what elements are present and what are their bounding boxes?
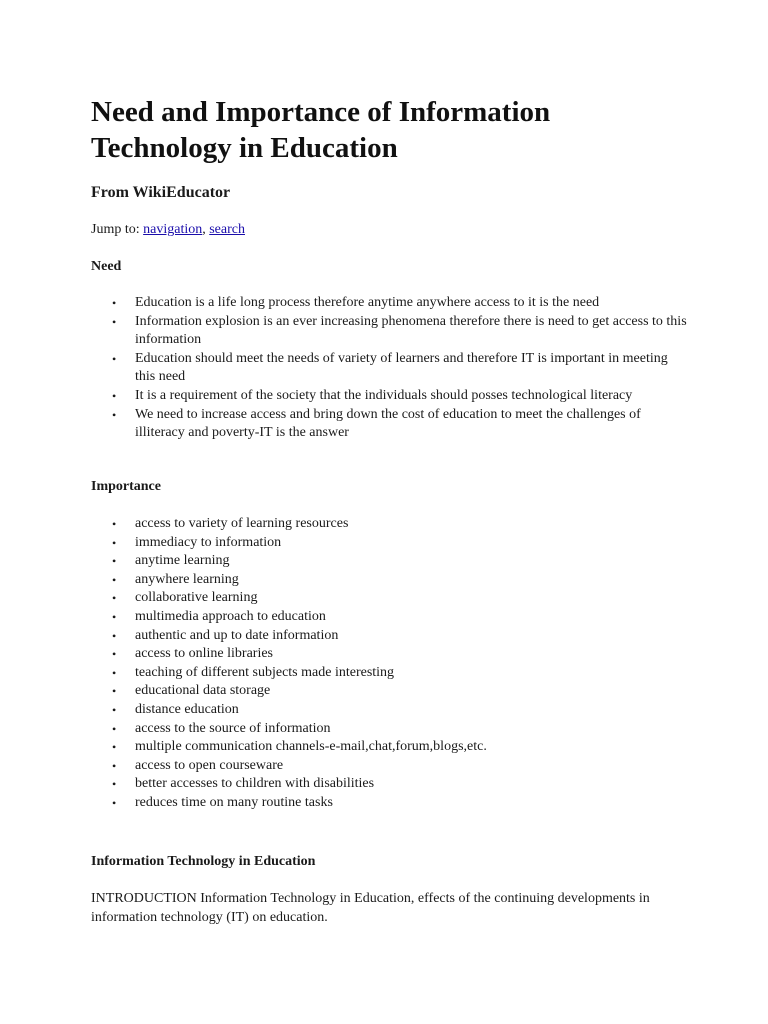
list-item: • Education is a life long process therefore anytime anywhere access to it is the need: [135, 294, 691, 313]
list-item: • Education should meet the needs of variety of learners and therefore IT is important in meeting this need: [135, 350, 691, 387]
list-item: • anywhere learning: [135, 571, 691, 590]
importance-list: [91, 515, 691, 813]
jump-to-label: Jump to:: [91, 222, 140, 237]
list-item: • access to online libraries: [135, 645, 691, 664]
list-item: • We need to increase access and bring down the cost of education to meet the challenges of illiteracy and poverty-IT is the answer: [135, 406, 691, 443]
list-item: • educational data storage: [135, 682, 691, 701]
section-heading-need: Need: [91, 259, 122, 274]
introduction-paragraph: INTRODUCTION Information Technology in Education, effects of the continuing developments in information technology (IT) on education.: [91, 891, 650, 925]
list-item: • authentic and up to date information: [135, 627, 691, 646]
list-item: • better accesses to children with disabilities: [135, 775, 691, 794]
list-item: • multiple communication channels-e-mail,chat,forum,blogs,etc.: [135, 738, 691, 757]
list-item: • access to open courseware: [135, 757, 691, 776]
jump-search-link[interactable]: search: [209, 222, 245, 237]
list-item: • It is a requirement of the society that the individuals should posses technological literacy: [135, 387, 691, 406]
list-item: • immediacy to information: [135, 534, 691, 553]
need-list: [91, 294, 691, 443]
list-item: • access to the source of information: [135, 720, 691, 739]
section-heading-it-in-education: Information Technology in Education: [91, 854, 316, 869]
section-heading-importance: Importance: [91, 479, 161, 494]
list-item: • reduces time on many routine tasks: [135, 794, 691, 813]
page-subtitle: From WikiEducator: [91, 184, 231, 201]
list-item: • distance education: [135, 701, 691, 720]
page-title: Need and Importance of Information Technology in Education: [91, 96, 551, 164]
jump-separator: ,: [202, 222, 206, 237]
jump-to-bar: [91, 221, 245, 239]
list-item: • access to variety of learning resources: [135, 515, 691, 534]
list-item: • collaborative learning: [135, 589, 691, 608]
list-item: • multimedia approach to education: [135, 608, 691, 627]
list-item: • teaching of different subjects made interesting: [135, 664, 691, 683]
list-item: • anytime learning: [135, 552, 691, 571]
list-item: • Information explosion is an ever increasing phenomena therefore there is need to get access to this information: [135, 313, 691, 350]
jump-navigation-link[interactable]: navigation: [143, 222, 203, 237]
